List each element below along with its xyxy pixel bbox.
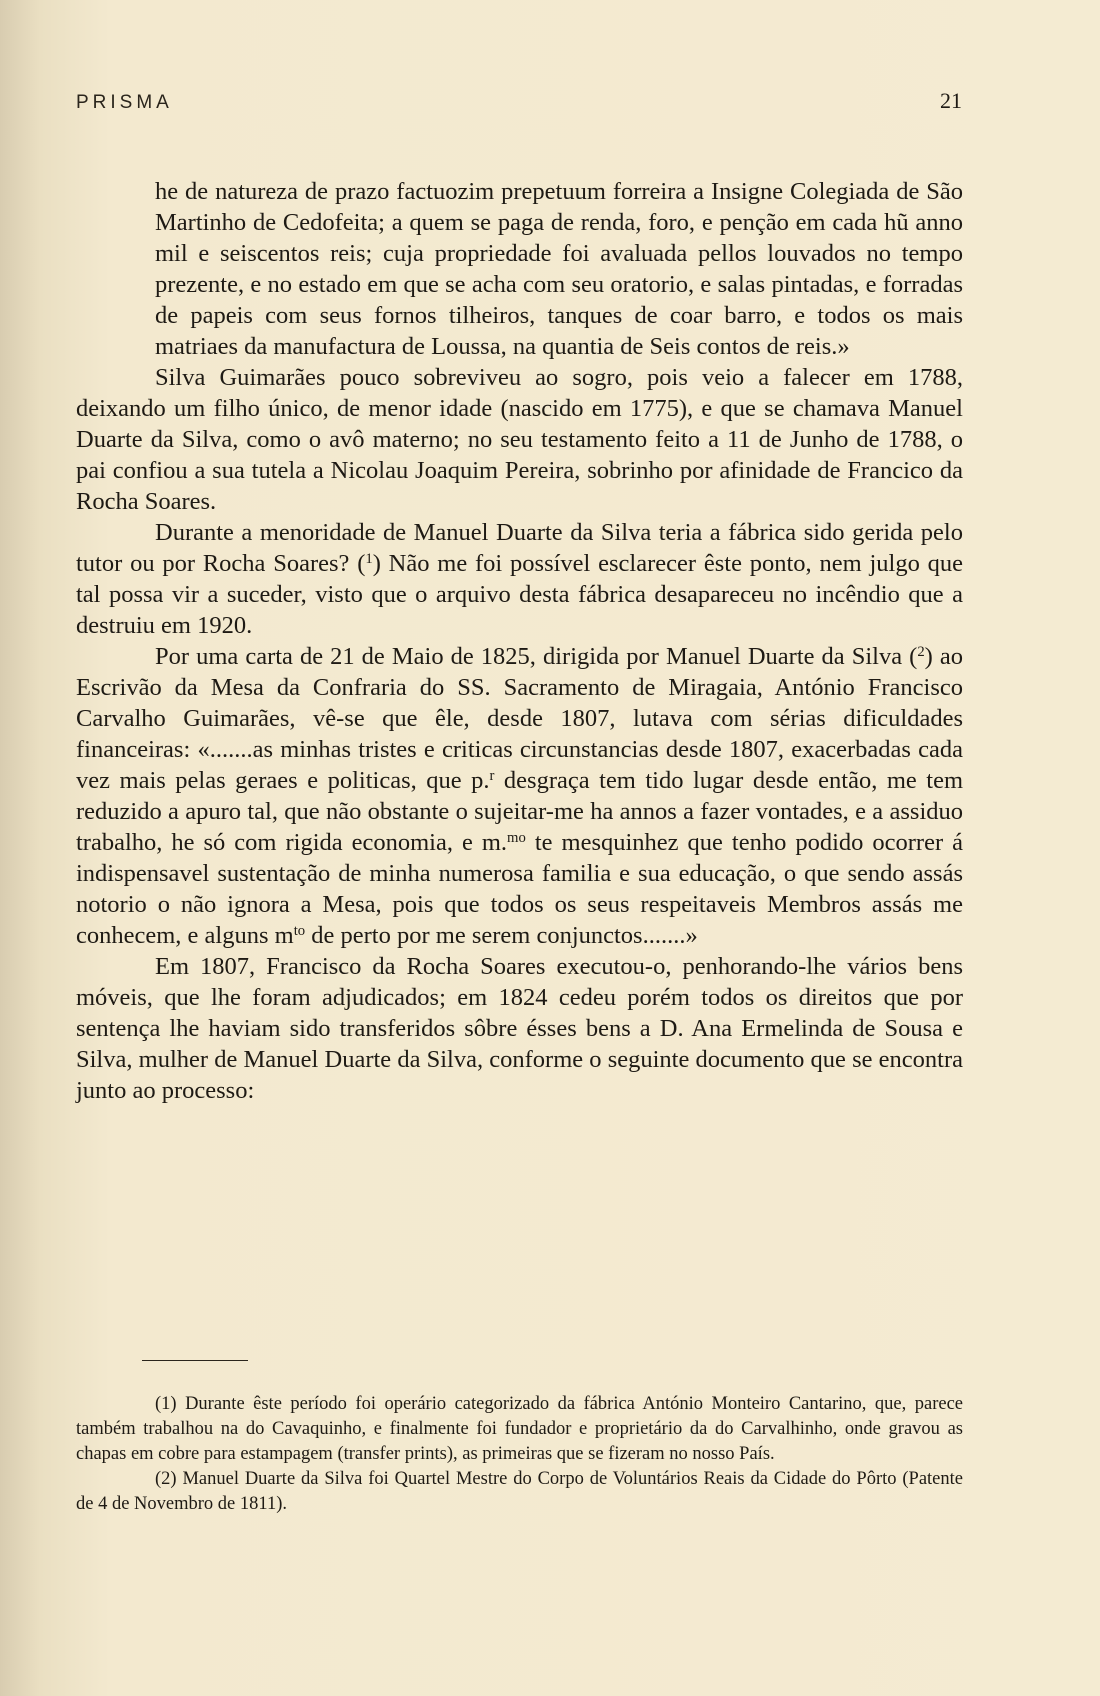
running-title: PRISMA <box>76 92 173 113</box>
paragraph-text: ) ao Escrivão da Mesa da Confraria do SS. Sacramento de Miragaia, António Francisco Carvalho Guimarães, vê-se que êle, desde 1807, lutava com sérias dificuldades financeiras: «.......as minhas tristes e criticas circunstancias desde 1807, exacerbadas cada vez mais pelas geraes e politicas, que p. <box>76 643 963 794</box>
abbrev-superscript: to <box>293 922 306 939</box>
footnote-ref-2: 2 <box>917 643 925 660</box>
abbrev-superscript: r <box>489 767 495 784</box>
paragraph-text: Durante a menoridade de Manuel Duarte da Silva teria a fábrica sido gerida pelo tutor ou por Rocha Soares? ( <box>76 519 963 577</box>
page-number: 21 <box>940 88 962 113</box>
body-text <box>76 176 963 1106</box>
page-header <box>76 88 962 118</box>
footnote-separator <box>142 1360 248 1361</box>
paragraph-menoridade <box>76 517 963 641</box>
paragraph-carta-1825 <box>76 641 963 951</box>
paragraph-text: de perto por me serem conjunctos.......» <box>305 922 698 949</box>
footnote-2 <box>76 1467 963 1517</box>
footnote-1-text: Durante êste período foi operário categorizado da fábrica António Monteiro Cantarino, que, parece também trabalhou na do Cavaquinho, e finalmente foi fundador e proprietário da do Carvalhinho, onde gravou as chapas em cobre para estampagem (transfer prints), as primeiras que se fizeram no nosso País. <box>76 1394 963 1464</box>
paragraph-text: desgraça tem tido lugar desde então, me tem reduzido a apuro tal, que não obstante o sujeitar-me ha annos a fazer vontades, e a assiduo trabalho, he só com rigida economia, e m. <box>76 767 964 856</box>
footnote-1-mark: (1) <box>155 1394 177 1414</box>
footnotes <box>76 1392 963 1517</box>
footnote-2-text: Manuel Duarte da Silva foi Quartel Mestre do Corpo de Voluntários Reais da Cidade do Pôrto (Patente de 4 de Novembro de 1811). <box>76 1469 963 1514</box>
quoted-document-end: he de natureza de prazo factuozim prepetuum forreira a Insigne Colegiada de São Martinho de Cedofeita; a quem se paga de renda, foro, e penção em cada hũ anno mil e seiscentos reis; cuja propriedade foi avaluada pellos louvados no tempo prezente, e no estado em que se acha com seu oratorio, e salas pintadas, e forradas de papeis com seus fornos tilheiros, tanques de coar barro, e todos os mais matriaes da manufactura de Loussa, na quantia de Seis contos de reis.» <box>155 178 963 360</box>
paragraph-text: te mesquinhez que tenho podido ocorrer á indispensavel sustentação de minha numerosa familia e sua educação, o que sendo assás notorio o não ignora a Mesa, pois que todos os seus respeitaveis Membros assás me conhecem, e alguns m <box>76 829 963 949</box>
paragraph-silva-guimaraes: Silva Guimarães pouco sobreviveu ao sogro, pois veio a falecer em 1788, deixando um filho único, de menor idade (nascido em 1775), e que se chamava Manuel Duarte da Silva, como o avô materno; no seu testamento feito a 11 de Junho de 1788, o pai confiou a sua tutela a Nicolau Joaquim Pereira, sobrinho por afinidade de Francico da Rocha Soares. <box>76 364 963 515</box>
paragraph-text: ) Não me foi possível esclarecer êste ponto, nem julgo que tal possa vir a suceder, visto que o arquivo desta fábrica desapareceu no incêndio que a destruiu em 1920. <box>76 550 963 639</box>
footnote-ref-1: 1 <box>365 550 373 567</box>
abbrev-superscript: mo <box>507 829 526 846</box>
paragraph-text: Por uma carta de 21 de Maio de 1825, dirigida por Manuel Duarte da Silva ( <box>155 643 918 670</box>
paragraph-execucao-1807: Em 1807, Francisco da Rocha Soares executou-o, penhorando-lhe vários bens móveis, que lhe foram adjudicados; em 1824 cedeu porém todos os direitos que por sentença lhe haviam sido transferidos sôbre ésses bens a D. Ana Ermelinda de Sousa e Silva, mulher de Manuel Duarte da Silva, conforme o seguinte documento que se encontra junto ao processo: <box>76 953 963 1104</box>
footnote-2-mark: (2) <box>155 1469 177 1489</box>
footnote-1 <box>76 1392 963 1467</box>
